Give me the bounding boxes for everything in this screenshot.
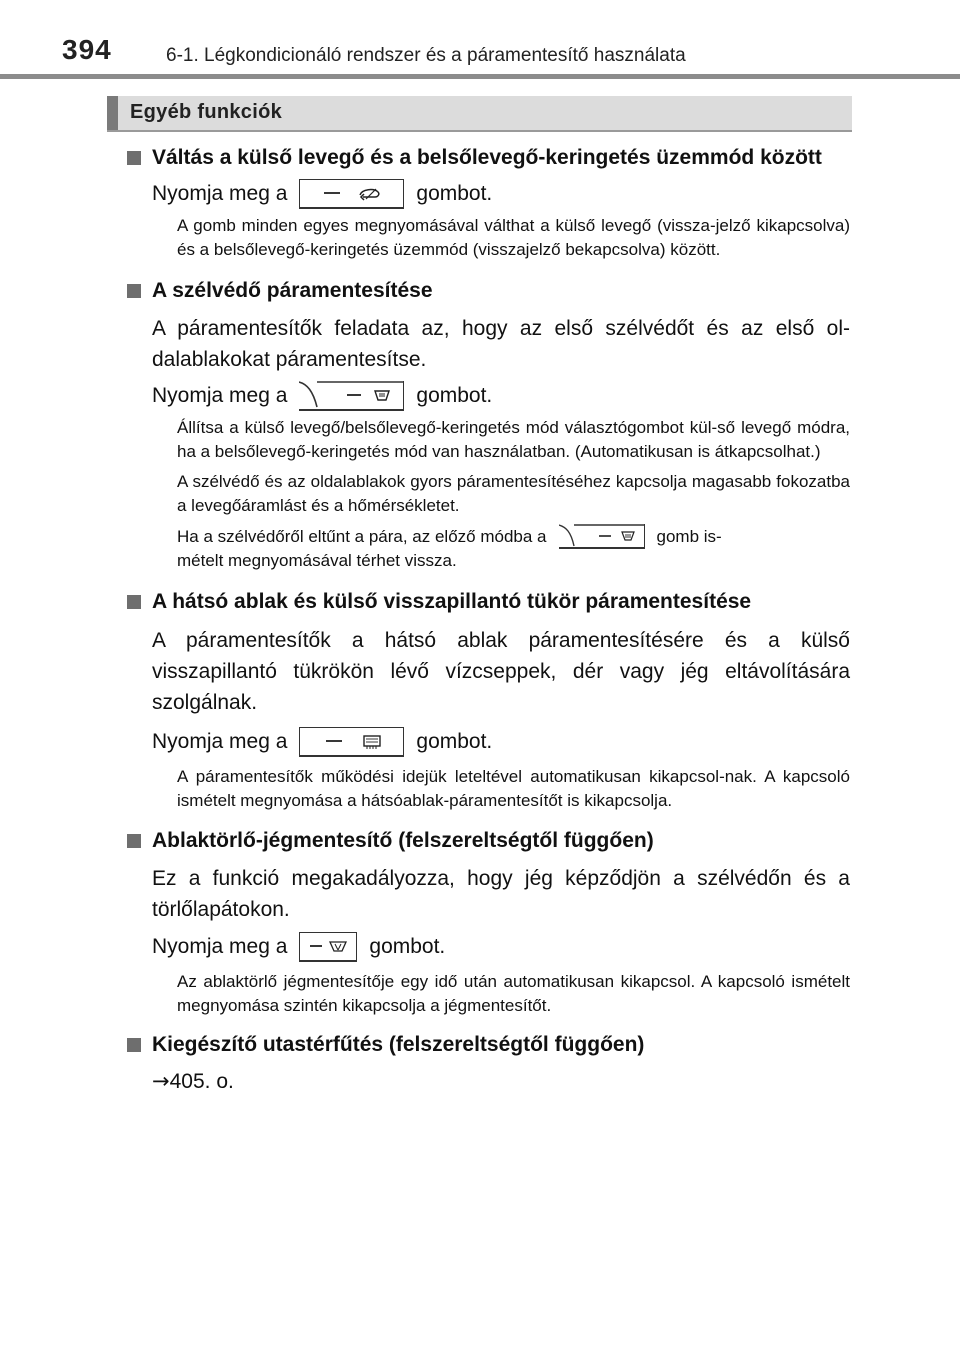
item-rear-defogger <box>127 586 850 813</box>
press-instruction: Nyomja meg a gombot. <box>152 931 850 962</box>
item-heading: A szélvédő páramentesítése <box>127 275 850 306</box>
page-header <box>0 0 960 80</box>
square-bullet-icon <box>127 595 141 609</box>
windshield-defroster-icon <box>559 524 645 548</box>
recirculation-button[interactable] <box>299 179 404 209</box>
note-text: Az ablaktörlő jégmentesítője egy idő után automatikusan kikapcsol. A kapcsoló ismételt megnyomása szintén kikapcsolja a jégmentesítőt. <box>177 972 850 1015</box>
square-bullet-icon <box>127 1038 141 1052</box>
square-bullet-icon <box>127 284 141 298</box>
note-text: mételt megnyomásával térhet vissza. <box>177 551 457 570</box>
recirculation-icon <box>300 180 402 206</box>
item-heading: Ablaktörlő-jégmentesítő (felszereltségtől függően) <box>127 825 850 856</box>
body-text: A páramentesítők feladata az, hogy az első szélvédőt és az első ol-dalablakokat páramentesítse. <box>152 317 850 371</box>
note-text: A szélvédő és az oldalablakok gyors páramentesítéséhez kapcsolja magasabb fokozatba a levegőáramlást és a hőmérsékletet. <box>177 472 850 515</box>
rear-window-defogger-icon <box>300 728 402 754</box>
page-content <box>127 142 850 1097</box>
section-title: Egyéb funkciók <box>130 101 283 123</box>
rear-window-defogger-button[interactable] <box>299 727 404 757</box>
header-rule <box>0 74 960 79</box>
chapter-title: 6-1. Légkondicionáló rendszer és a páramentesítő használata <box>166 45 686 66</box>
section-heading-bar <box>107 96 852 132</box>
item-windshield-defog <box>127 275 850 573</box>
page-reference[interactable]: →405. o. <box>152 1069 234 1093</box>
square-bullet-icon <box>127 151 141 165</box>
wiper-deicer-button[interactable] <box>299 932 357 962</box>
arrow-right-icon: → <box>152 1069 170 1093</box>
body-text: Ez a funkció megakadályozza, hogy jég képződjön a szélvédőn és a törlőlapátokon. <box>152 867 850 921</box>
item-heading: A hátsó ablak és külső visszapillantó tükör páramentesítése <box>127 586 850 617</box>
press-instruction: Nyomja meg a gombot. <box>152 726 850 757</box>
item-heading: Kiegészítő utastérfűtés (felszereltségtől függően) <box>127 1029 850 1060</box>
item-heading: Váltás a külső levegő és a belsőlevegő-keringetés üzemmód között <box>127 142 850 173</box>
press-instruction: Nyomja meg a gombot. <box>152 380 850 411</box>
note-text: A gomb minden egyes megnyomásával válthat a külső levegő (vissza-jelző kikapcsolva) és a belsőlevegő-keringetés üzemmód (visszajelző bekapcsolva) között. <box>177 216 850 259</box>
note-inline-button: Ha a szélvédőről eltűnt a pára, az előző módba a gomb is- <box>177 524 850 549</box>
press-instruction: Nyomja meg a gombot. <box>152 178 850 209</box>
item-aux-heater <box>127 1029 850 1097</box>
page-number: 394 <box>62 34 112 65</box>
note-text: A páramentesítők működési idejük leteltével automatikusan kikapcsol-nak. A kapcsoló ismételt megnyomása a hátsóablak-páramentesítőt is kikapcsolja. <box>177 767 850 810</box>
item-recirculation <box>127 142 850 262</box>
body-text: A páramentesítők a hátsó ablak páramentesítésére és a külső visszapillantó tükrökön lévő vízcseppek, dér vagy jég eltávolítására szolgálnak. <box>152 629 850 714</box>
note-text: Állítsa a külső levegő/belsőlevegő-keringetés mód választógombot kül-ső levegő módra, ha a belsőlevegő-keringetés mód van használatban. (Automatikusan is átkapcsolhat.) <box>177 418 850 461</box>
windshield-defroster-button-small[interactable] <box>559 524 645 549</box>
windshield-defroster-icon <box>299 381 403 409</box>
section-accent <box>107 96 118 130</box>
windshield-defroster-button[interactable] <box>299 381 404 411</box>
wiper-deicer-icon <box>300 933 355 959</box>
square-bullet-icon <box>127 834 141 848</box>
item-wiper-deicer <box>127 825 850 1018</box>
